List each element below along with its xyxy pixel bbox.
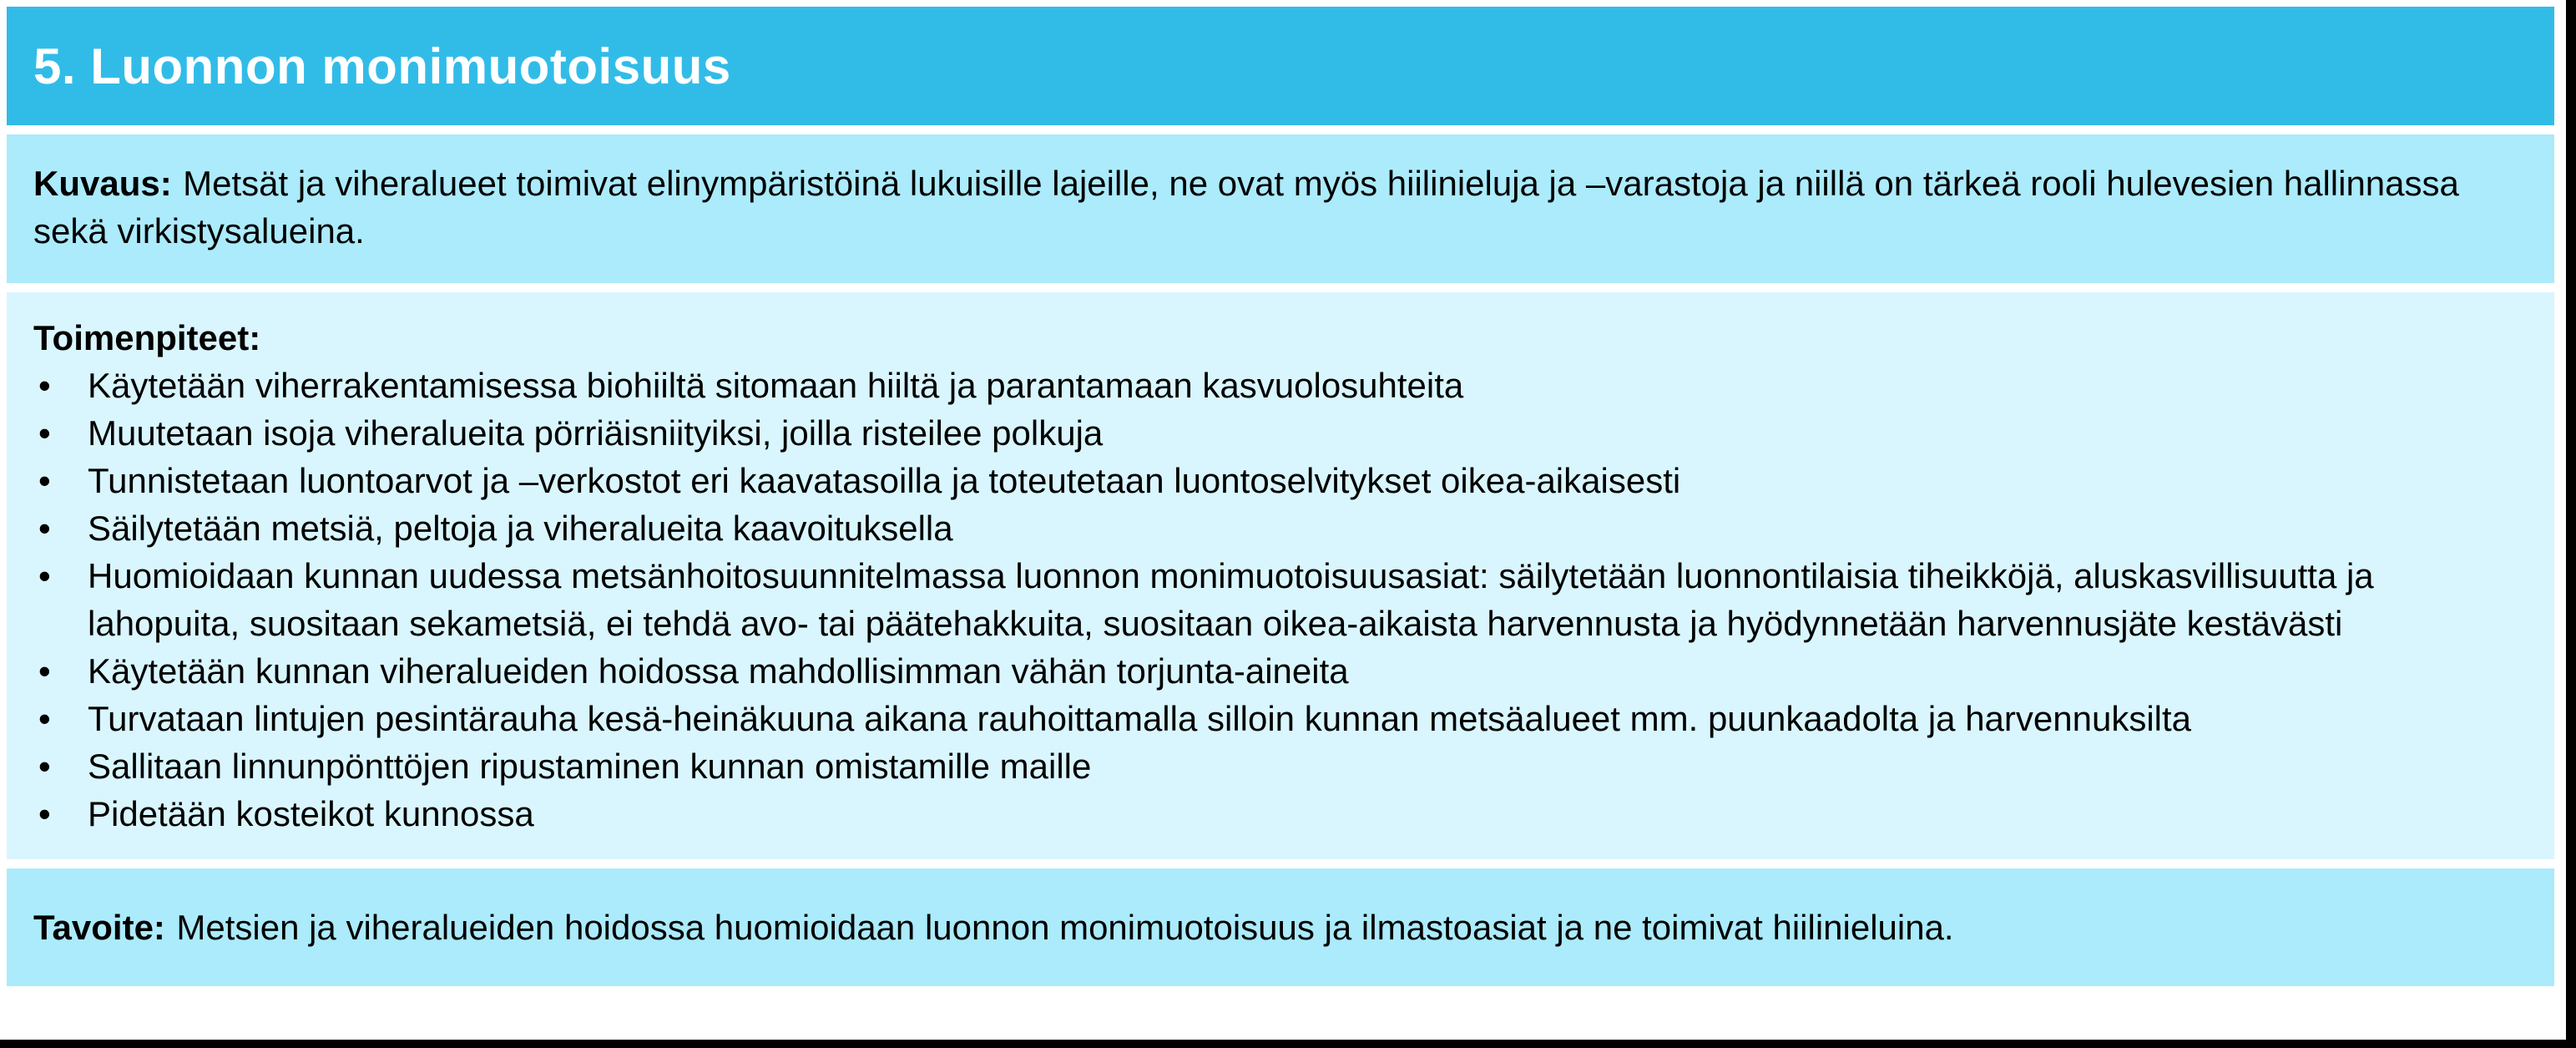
list-item: • Säilytetään metsiä, peltoja ja viheralueita kaavoituksella — [33, 504, 2521, 552]
description-text: Metsät ja viheralueet toimivat elinympäristöinä lukuisille lajeille, ne ovat myös hiilinieluja ja –varastoja ja niillä on tärkeä rooli hulevesien hallinnassa sekä virkistysalueina. — [33, 164, 2459, 251]
list-item: • Pidetään kosteikot kunnossa — [33, 790, 2521, 838]
list-item: • Käytetään kunnan viheralueiden hoidossa mahdollisimman vähän torjunta-aineita — [33, 647, 2521, 695]
list-item: • Sallitaan linnunpönttöjen ripustaminen kunnan omistamille maille — [33, 742, 2521, 790]
section-header — [7, 7, 2554, 125]
actions-band — [7, 292, 2554, 859]
goal-text: Metsien ja viheralueiden hoidossa huomioidaan luonnon monimuotoisuus ja ilmastoasiat ja ne toimivat hiilinieluina. — [176, 908, 1954, 947]
list-item: • Käytetään viherrakentamisessa biohiiltä sitomaan hiiltä ja parantamaan kasvuolosuhteita — [33, 362, 2521, 409]
goal-band — [7, 868, 2554, 986]
list-item: • Muutetaan isoja viheralueita pörriäisniityiksi, joilla risteilee polkuja — [33, 409, 2521, 457]
goal-label: Tavoite: — [33, 908, 165, 947]
list-item: • Huomioidaan kunnan uudessa metsänhoitosuunnitelmassa luonnon monimuotoisuusasiat: säilytetään luonnontilaisia tiheikköjä, aluskasvillisuutta ja lahopuita, suositaan sekametsiä, ei tehdä avo- tai päätehakkuita, suositaan oikea-aikaista harvennusta ja hyödynnetään harvennusjäte kestävästi — [33, 552, 2521, 647]
description-band — [7, 134, 2554, 283]
page-title: 5. Luonnon monimuotoisuus — [33, 38, 731, 94]
actions-list — [33, 362, 2521, 838]
list-item: • Tunnistetaan luontoarvot ja –verkostot eri kaavatasoilla ja toteutetaan luontoselvitykset oikea-aikaisesti — [33, 457, 2521, 504]
description-label: Kuvaus: — [33, 164, 172, 203]
list-item: • Turvataan lintujen pesintärauha kesä-heinäkuuna aikana rauhoittamalla silloin kunnan metsäalueet mm. puunkaadolta ja harvennuksilta — [33, 695, 2521, 742]
actions-label: Toimenpiteet: — [33, 318, 261, 357]
